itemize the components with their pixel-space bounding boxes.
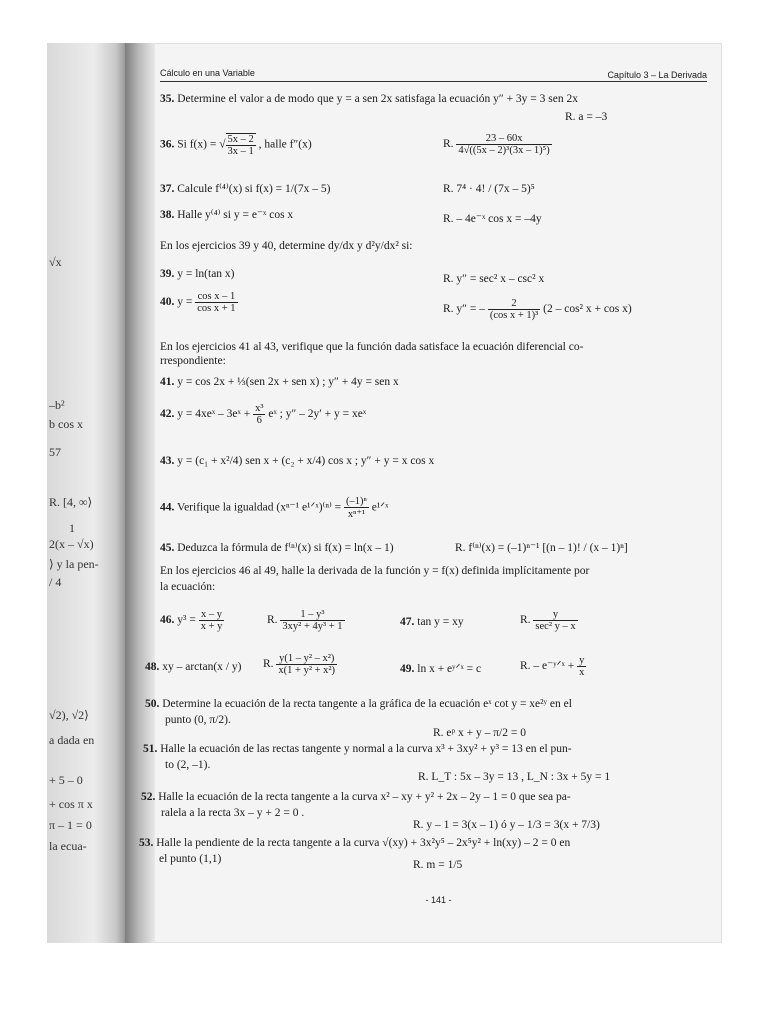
problem-46 (160, 609, 224, 632)
problem-number: 45. (160, 542, 175, 554)
fraction (195, 291, 237, 314)
frac-numerator: y (579, 655, 585, 666)
header-chapter: Capítulo 3 – La Derivada (607, 70, 707, 80)
problem-49 (400, 661, 481, 675)
problem-number: 38. (160, 209, 175, 221)
frac-numerator: 5x – 2 (227, 134, 254, 145)
answer-45: R. f⁽ⁿ⁾(x) = (–1)ⁿ⁻¹ [(n – 1)! / (x – 1)ⁿ] (455, 542, 628, 554)
problem-text: Halle la ecuación de la recta tangente a la curva x² – xy + y² + 2x – 2y – 1 = 0 que sea pa- (158, 791, 571, 803)
page-content (139, 43, 722, 943)
problem-number: 51. (143, 743, 158, 755)
frac-numerator: x – y (199, 609, 225, 621)
problem-53-line1 (139, 837, 570, 849)
problem-text: , halle f″(x) (258, 138, 312, 151)
frac-numerator: y(1 – y² – x²) (276, 653, 337, 665)
problem-text: eˣ ; y″ – 2y′ + y = xeˣ (268, 408, 367, 421)
problem-text: y = (c₁ + x²/4) sen x + (c₂ + x/4) cos x ; y″ + y = x cos x (177, 455, 435, 467)
answer-53: R. m = 1/5 (413, 859, 463, 871)
answer-label: R. y″ = – (443, 303, 485, 316)
answer-39: R. y″ = sec² x – csc² x (443, 273, 545, 285)
prev-fragment: √2), √2⟩ (49, 708, 89, 722)
frac-denominator: 6 (256, 415, 262, 426)
problem-41 (160, 376, 399, 388)
problem-text: Determine la ecuación de la recta tangente a la gráfica de la ecuación eˣ cot y = xe²ʸ en el (162, 698, 572, 710)
intro-41-43-line2: rrespondiente: (160, 355, 226, 367)
problem-36: 36. Si f(x) = √ $\frac{5x - 2}{3x - 1}$ , halle f″(x) (160, 134, 312, 157)
answer-fraction (533, 609, 577, 632)
frac-numerator: y (533, 609, 577, 621)
book-gutter-shadow (125, 43, 158, 943)
answer-52: R. y – 1 = 3(x – 1) ó y – 1/3 = 3(x + 7/3) (413, 819, 600, 831)
answer-fraction (280, 609, 344, 632)
intro-46-49-line1: En los ejercicios 46 al 49, halle la derivada de la función y = f(x) definida implícitamente por (160, 565, 590, 577)
frac-denominator: sec² y – x (535, 621, 576, 632)
page-number: - 141 - (425, 895, 452, 905)
answer-35: R. a = –3 (565, 111, 608, 123)
problem-number: 36. (160, 138, 175, 151)
answer-46 (267, 609, 345, 632)
previous-page-edge (47, 43, 125, 943)
problem-number: 53. (139, 837, 154, 849)
fraction (344, 496, 369, 520)
problem-number: 42. (160, 408, 175, 421)
problem-51-line2: to (2, –1). (165, 759, 211, 771)
answer-label: R. – e⁻ʸᐟˣ + (520, 660, 575, 673)
intro-39-40: En los ejercicios 39 y 40, determine dy/dx y d²y/dx² si: (160, 240, 413, 252)
frac-denominator: x + y (200, 621, 223, 632)
answer-text: (2 – cos² x + cos x) (543, 303, 632, 316)
answer-47 (520, 609, 578, 632)
problem-text: y = cos 2x + ⅓(sen 2x + sen x) ; y″ + 4y = sen x (177, 376, 399, 388)
problem-number: 44. (160, 501, 175, 514)
problem-number: 48. (145, 661, 160, 673)
problem-number: 39. (160, 268, 175, 280)
frac-denominator: x(1 + y² + x²) (278, 665, 336, 676)
scanned-page (47, 43, 722, 943)
problem-text: y = ln(tan x) (177, 268, 235, 280)
prev-fragment: 57 (49, 445, 61, 459)
problem-53-line2: el punto (1,1) (159, 853, 222, 865)
problem-text: tan y = xy (417, 616, 464, 628)
problem-text: e¹ᐟˣ (371, 501, 389, 514)
problem-number: 50. (145, 698, 160, 710)
frac-numerator: x³ (255, 403, 264, 414)
problem-text: Si f(x) = (177, 138, 217, 151)
frac-denominator: xⁿ⁺¹ (347, 509, 366, 520)
running-header (160, 65, 707, 82)
prev-fragment: 1 (69, 521, 75, 535)
answer-36 (443, 133, 552, 156)
prev-fragment: √x (49, 255, 62, 269)
problem-51-line1 (143, 743, 572, 755)
prev-fragment: la ecua- (49, 839, 87, 853)
problem-number: 35. (160, 93, 175, 105)
answer-50: R. eᵖ x + y – π/2 = 0 (433, 727, 526, 739)
problem-47 (400, 616, 464, 628)
frac-denominator: 3xy² + 4y³ + 1 (282, 621, 343, 632)
problem-text: Halle y⁽⁴⁾ si y = e⁻ˣ cos x (177, 209, 294, 221)
problem-35 (160, 93, 578, 105)
problem-45 (160, 540, 394, 554)
answer-51: R. L_T : 5x – 3y = 13 , L_N : 3x + 5y = 1 (418, 771, 611, 783)
prev-fragment: + 5 – 0 (49, 773, 83, 787)
problem-39 (160, 268, 235, 280)
prev-fragment: –b² (49, 398, 65, 412)
prev-fragment: b cos x (49, 417, 83, 431)
problem-43 (160, 455, 434, 467)
fraction (199, 609, 225, 632)
problem-text: ln x + eʸᐟˣ = c (417, 663, 482, 675)
problem-52-line1 (141, 791, 571, 803)
problem-44 (160, 496, 388, 520)
intro-46-49-line2: la ecuación: (160, 581, 216, 593)
answer-label: R. (443, 138, 454, 151)
prev-fragment: a dada en (49, 733, 95, 747)
frac-numerator: cos x – 1 (195, 291, 237, 303)
answer-48 (263, 653, 337, 676)
problem-number: 40. (160, 296, 175, 309)
answer-fraction (577, 655, 586, 678)
problem-42 (160, 403, 366, 426)
problem-text: y = 4xeˣ – 3eˣ + (177, 408, 251, 421)
problem-number: 47. (400, 616, 415, 628)
frac-denominator: 3x – 1 (227, 146, 254, 157)
sqrt-fraction (226, 133, 256, 157)
prev-fragment: / 4 (49, 575, 62, 589)
frac-denominator: cos x + 1 (197, 303, 236, 314)
problem-text: xy – arctan(x / y) (162, 661, 242, 673)
problem-text: Deduzca la fórmula de f⁽ⁿ⁾(x) si f(x) = ln(x – 1) (177, 542, 394, 554)
problem-number: 43. (160, 455, 175, 467)
problem-text: Halle la pendiente de la recta tangente a la curva √(xy) + 3x²y⁵ – 2x⁵y² + ln(xy) – 2 = 0 en (156, 837, 571, 849)
answer-fraction (488, 298, 540, 321)
frac-numerator: 2 (488, 298, 540, 310)
answer-38: R. – 4e⁻ˣ cos x = –4y (443, 213, 542, 225)
answer-37: R. 7⁴ · 4! / (7x – 5)⁵ (443, 183, 535, 195)
problem-text: Calcule f⁽⁴⁾(x) si f(x) = 1/(7x – 5) (177, 183, 331, 195)
prev-fragment: 2(x – √x) (49, 537, 94, 551)
problem-37 (160, 181, 330, 195)
prev-fragment: π – 1 = 0 (49, 818, 92, 832)
problem-52-line2: ralela a la recta 3x – y + 2 = 0 . (161, 807, 305, 819)
problem-number: 41. (160, 376, 175, 388)
problem-38 (160, 207, 293, 221)
intro-41-43-line1: En los ejercicios 41 al 43, verifique que la función dada satisface la ecuación diferencial co- (160, 341, 584, 353)
frac-denominator: x (579, 667, 585, 678)
answer-label: R. (520, 614, 531, 627)
answer-fraction (276, 653, 337, 676)
frac-numerator: 1 – y³ (280, 609, 344, 621)
problem-text: y³ = (177, 614, 196, 627)
prev-fragment: R. [4, ∞⟩ (49, 495, 93, 509)
frac-numerator: (–1)ⁿ (346, 496, 367, 507)
problem-text: Verifique la igualdad (xⁿ⁻¹ e¹ᐟˣ)⁽ⁿ⁾ = (177, 501, 342, 514)
problem-number: 49. (400, 663, 415, 675)
answer-label: R. (267, 614, 278, 627)
header-book-title: Cálculo en una Variable (160, 68, 255, 78)
problem-number: 46. (160, 614, 175, 627)
problem-40 (160, 291, 238, 314)
answer-40 (443, 298, 632, 321)
frac-denominator: (cos x + 1)³ (489, 310, 539, 321)
frac-numerator: 23 – 60x (456, 133, 551, 145)
frac-denominator: 4√((5x – 2)³(3x – 1)⁵) (458, 145, 550, 156)
problem-48 (145, 661, 241, 673)
problem-50-line2: punto (0, π/2). (165, 714, 231, 726)
problem-number: 37. (160, 183, 175, 195)
problem-50-line1 (145, 698, 572, 710)
problem-number: 52. (141, 791, 156, 803)
problem-text: Halle la ecuación de las rectas tangente y normal a la curva x³ + 3xy² + y³ = 13 en el pun- (160, 743, 572, 755)
prev-fragment: ⟩ y la pen- (49, 557, 99, 571)
problem-text: y = (177, 296, 193, 309)
answer-49 (520, 655, 586, 678)
answer-label: R. (263, 658, 274, 671)
problem-text: Determine el valor a de modo que y = a sen 2x satisfaga la ecuación y″ + 3y = 3 sen 2x (177, 93, 578, 105)
answer-fraction (456, 133, 551, 156)
prev-fragment: + cos π x (49, 797, 93, 811)
fraction (253, 403, 265, 426)
